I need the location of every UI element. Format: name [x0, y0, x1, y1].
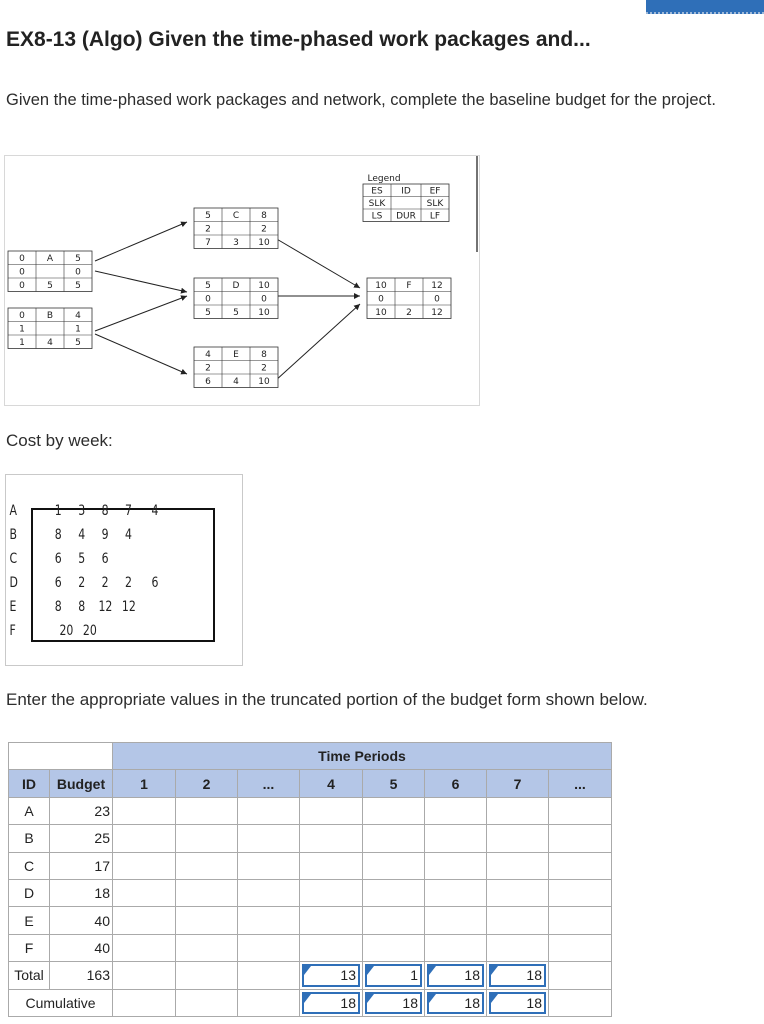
col-period-5-header: 5 — [363, 770, 425, 797]
period-cell — [425, 797, 487, 824]
cost-row-f — [8, 623, 180, 645]
col-id-header: ID — [9, 770, 50, 797]
row-id: D — [9, 879, 50, 906]
node-lf: 12 — [431, 308, 443, 318]
node-slack-right: 0 — [434, 294, 440, 305]
node-es: 5 — [205, 211, 211, 221]
cost-row-id: B — [9, 527, 18, 543]
node-slack-left: 0 — [19, 267, 25, 278]
node-ls: 7 — [205, 238, 211, 248]
budget-row-f — [9, 934, 612, 961]
period-cell — [549, 797, 612, 824]
node-dur: 5 — [47, 281, 53, 291]
cost-row-id: A — [9, 503, 18, 519]
period-cell — [487, 825, 549, 852]
period-cell — [300, 852, 363, 879]
period-cell — [113, 934, 176, 961]
node-lf: 5 — [75, 338, 81, 348]
node-ls: 6 — [205, 377, 211, 387]
period-cell — [363, 852, 425, 879]
cost-value: 12 — [121, 599, 136, 615]
cost-value: 20 — [82, 623, 97, 639]
period-cell — [300, 879, 363, 906]
cost-value: 6 — [54, 551, 62, 567]
cost-value: 3 — [78, 503, 86, 519]
cost-value: 4 — [151, 503, 159, 519]
question-text: Given the time-phased work packages and network, complete the baseline budget for the project. — [6, 91, 716, 109]
budget-row-b — [9, 825, 612, 852]
arrow-a-d — [95, 271, 187, 292]
node-es: 0 — [19, 311, 25, 321]
total-period-6-input[interactable]: 18 — [425, 962, 487, 989]
row-budget: 40 — [50, 934, 113, 961]
arrow-b-e — [95, 334, 187, 374]
period-cell — [487, 879, 549, 906]
row-budget: 40 — [50, 907, 113, 934]
network-node-f — [367, 278, 451, 319]
cumulative-period-7-input[interactable]: 18 — [487, 989, 549, 1016]
node-ls: 0 — [19, 281, 25, 291]
col-period-4-header: 4 — [300, 770, 363, 797]
network-legend — [363, 174, 449, 222]
cumulative-period-4-input[interactable]: 18 — [300, 989, 363, 1016]
row-id: F — [9, 934, 50, 961]
legend-cell: DUR — [396, 211, 416, 222]
budget-row-a — [9, 797, 612, 824]
period-cell — [549, 852, 612, 879]
col-period-1-header: 1 — [113, 770, 176, 797]
total-label: Total — [9, 962, 50, 989]
node-lf: 10 — [258, 377, 270, 387]
arrow-e-f — [275, 304, 360, 381]
cumulative-ellipsis-1 — [238, 989, 300, 1016]
cost-value: 8 — [101, 503, 109, 519]
row-budget: 17 — [50, 852, 113, 879]
node-lf: 10 — [258, 308, 270, 318]
col-period-6-header: 6 — [425, 770, 487, 797]
row-id: E — [9, 907, 50, 934]
arrow-a-c — [95, 222, 187, 261]
node-id: D — [232, 281, 240, 291]
cost-value: 1 — [54, 503, 62, 519]
period-cell — [425, 907, 487, 934]
node-slack-right: 0 — [75, 267, 81, 278]
cost-value: 2 — [78, 575, 86, 591]
time-periods-header: Time Periods — [113, 743, 612, 770]
row-id: A — [9, 797, 50, 824]
legend-cell: LS — [371, 211, 383, 222]
period-cell — [113, 852, 176, 879]
period-cell — [425, 852, 487, 879]
cumulative-period-2 — [176, 989, 238, 1016]
total-period-1 — [113, 962, 176, 989]
node-slack-left: 2 — [205, 224, 211, 235]
node-es: 0 — [19, 254, 25, 264]
row-budget: 25 — [50, 825, 113, 852]
node-dur: 4 — [233, 377, 239, 387]
col-ellipsis-1-header: ... — [238, 770, 300, 797]
col-ellipsis-2-header: ... — [549, 770, 612, 797]
period-cell — [238, 907, 300, 934]
node-ef: 5 — [75, 254, 81, 264]
legend-cell: ES — [371, 186, 383, 197]
node-dur: 3 — [233, 238, 239, 248]
period-cell — [425, 934, 487, 961]
period-cell — [113, 879, 176, 906]
node-id: F — [406, 281, 412, 291]
network-node-e — [194, 347, 278, 388]
period-cell — [300, 797, 363, 824]
top-right-button[interactable] — [646, 0, 764, 14]
period-cell — [238, 852, 300, 879]
period-cell — [549, 934, 612, 961]
period-cell — [300, 934, 363, 961]
row-budget: 23 — [50, 797, 113, 824]
network-node-d — [194, 278, 278, 319]
arrow-c-f — [275, 238, 360, 288]
cost-by-week-image — [5, 474, 243, 666]
cost-row-d — [8, 575, 180, 597]
period-cell — [363, 879, 425, 906]
instruction-text: Enter the appropriate values in the truncated portion of the budget form shown below. — [6, 690, 648, 709]
total-period-5-input[interactable]: 1 — [363, 962, 425, 989]
cost-row-c — [8, 551, 180, 573]
node-es: 5 — [205, 281, 211, 291]
network-node-c — [194, 208, 278, 249]
node-slack-right: 0 — [261, 294, 267, 305]
period-cell — [363, 934, 425, 961]
total-ellipsis-1 — [238, 962, 300, 989]
network-diagram-svg — [5, 156, 479, 405]
period-cell — [487, 907, 549, 934]
legend-cell: ID — [401, 186, 411, 197]
budget-row-c — [9, 852, 612, 879]
node-id: E — [233, 350, 239, 360]
header-blank — [9, 743, 113, 770]
period-cell — [363, 797, 425, 824]
node-ef: 8 — [261, 211, 267, 221]
cumulative-period-1 — [113, 989, 176, 1016]
node-slack-right: 1 — [75, 324, 81, 335]
period-cell — [176, 907, 238, 934]
total-budget: 163 — [50, 962, 113, 989]
node-ef: 12 — [431, 281, 443, 291]
cumulative-ellipsis-2 — [549, 989, 612, 1016]
period-cell — [549, 879, 612, 906]
arrow-b-d — [95, 296, 187, 331]
total-ellipsis-2 — [549, 962, 612, 989]
budget-row-d — [9, 879, 612, 906]
cost-value: 5 — [78, 551, 86, 567]
row-budget: 18 — [50, 879, 113, 906]
node-ef: 10 — [258, 281, 270, 291]
total-period-2 — [176, 962, 238, 989]
period-cell — [176, 825, 238, 852]
node-ls: 5 — [205, 308, 211, 318]
period-cell — [238, 879, 300, 906]
period-cell — [300, 907, 363, 934]
network-node-a — [8, 251, 92, 292]
period-cell — [363, 825, 425, 852]
node-ls: 10 — [375, 308, 387, 318]
period-cell — [176, 879, 238, 906]
node-slack-left: 0 — [205, 294, 211, 305]
period-cell — [113, 825, 176, 852]
period-cell — [238, 934, 300, 961]
cumulative-row — [9, 989, 612, 1016]
network-diagram — [4, 155, 480, 406]
period-cell — [487, 934, 549, 961]
period-cell — [300, 825, 363, 852]
row-id: C — [9, 852, 50, 879]
node-slack-right: 2 — [261, 363, 267, 374]
node-lf: 10 — [258, 238, 270, 248]
cost-row-id: E — [9, 599, 17, 615]
cost-row-id: F — [9, 623, 16, 639]
cost-row-a — [8, 503, 180, 525]
period-cell — [238, 825, 300, 852]
node-ef: 4 — [75, 311, 81, 321]
period-cell — [238, 797, 300, 824]
col-period-2-header: 2 — [176, 770, 238, 797]
col-budget-header: Budget — [50, 770, 113, 797]
legend-cell: SLK — [426, 199, 444, 209]
period-cell — [425, 825, 487, 852]
node-id: B — [46, 311, 54, 321]
col-period-7-header: 7 — [487, 770, 549, 797]
period-cell — [176, 797, 238, 824]
network-node-b — [8, 308, 92, 349]
row-id: B — [9, 825, 50, 852]
node-dur: 2 — [406, 308, 412, 318]
cumulative-period-5-input[interactable]: 18 — [363, 989, 425, 1016]
cost-value: 9 — [101, 527, 109, 543]
node-dur: 4 — [47, 338, 53, 348]
node-lf: 5 — [75, 281, 81, 291]
cost-value: 2 — [124, 575, 132, 591]
cost-value: 4 — [124, 527, 132, 543]
node-dur: 5 — [233, 308, 239, 318]
total-period-4-input[interactable]: 13 — [300, 962, 363, 989]
node-id: A — [46, 254, 54, 264]
cumulative-period-6-input[interactable]: 18 — [425, 989, 487, 1016]
legend-title: Legend — [367, 174, 401, 184]
cost-row-id: C — [9, 551, 18, 567]
cost-value: 6 — [151, 575, 159, 591]
period-cell — [487, 797, 549, 824]
period-cell — [363, 907, 425, 934]
period-cell — [113, 797, 176, 824]
cost-value: 4 — [78, 527, 86, 543]
legend-cell: EF — [429, 186, 441, 197]
cost-value: 2 — [101, 575, 109, 591]
period-cell — [113, 907, 176, 934]
cost-value: 8 — [78, 599, 86, 615]
node-ef: 8 — [261, 350, 267, 360]
cost-value: 7 — [124, 503, 132, 519]
total-row — [9, 962, 612, 989]
budget-row-e — [9, 907, 612, 934]
cost-value: 12 — [98, 599, 113, 615]
node-ls: 1 — [19, 338, 25, 348]
cost-value: 20 — [59, 623, 74, 639]
legend-cell: SLK — [368, 199, 386, 209]
cost-value: 8 — [54, 599, 62, 615]
period-cell — [487, 852, 549, 879]
cumulative-label: Cumulative — [9, 989, 113, 1016]
node-slack-right: 2 — [261, 224, 267, 235]
cost-by-week-label: Cost by week: — [6, 431, 113, 450]
node-es: 4 — [205, 350, 211, 360]
budget-form-table — [8, 742, 612, 1017]
legend-cell: LF — [429, 211, 441, 222]
cost-row-b — [8, 527, 180, 549]
cost-row-id: D — [9, 575, 18, 591]
cost-row-e — [8, 599, 180, 621]
total-period-7-input[interactable]: 18 — [487, 962, 549, 989]
node-slack-left: 1 — [19, 324, 25, 335]
period-cell — [176, 852, 238, 879]
node-es: 10 — [375, 281, 387, 291]
period-cell — [425, 879, 487, 906]
node-slack-left: 0 — [378, 294, 384, 305]
node-slack-left: 2 — [205, 363, 211, 374]
period-cell — [549, 825, 612, 852]
cost-value: 8 — [54, 527, 62, 543]
node-id: C — [232, 211, 240, 221]
period-cell — [176, 934, 238, 961]
page-title: EX8-13 (Algo) Given the time-phased work packages and... — [6, 28, 591, 51]
period-cell — [549, 907, 612, 934]
cost-value: 6 — [54, 575, 62, 591]
cost-value: 6 — [101, 551, 109, 567]
